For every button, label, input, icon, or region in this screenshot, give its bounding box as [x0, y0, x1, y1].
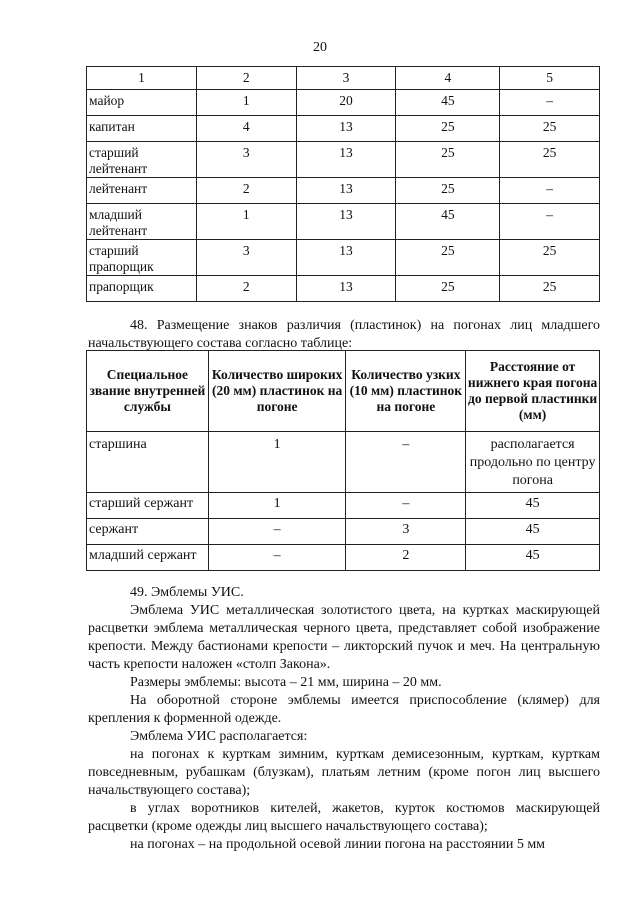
value-cell: 13 — [296, 276, 396, 302]
value-cell: 25 — [396, 276, 500, 302]
rank-cell: старший сержант — [87, 493, 209, 519]
value-cell: 2 — [196, 276, 296, 302]
table-row — [87, 545, 600, 571]
value-cell: 2 — [346, 545, 466, 571]
rank-cell: майор — [87, 90, 197, 116]
value-cell: 1 — [196, 204, 296, 240]
value-cell: – — [208, 519, 346, 545]
value-cell: 3 — [196, 240, 296, 276]
value-cell: 13 — [296, 204, 396, 240]
table-row — [87, 276, 600, 302]
rank-cell: младший сержант — [87, 545, 209, 571]
rank-plates-table — [86, 66, 600, 302]
header-cell: 4 — [396, 67, 500, 90]
rank-cell: старшина — [87, 432, 209, 493]
value-cell: 45 — [396, 90, 500, 116]
table-header-row — [87, 351, 600, 432]
value-cell: 2 — [196, 178, 296, 204]
value-cell: 25 — [396, 240, 500, 276]
rank-cell: старший прапорщик — [87, 240, 197, 276]
rank-cell: прапорщик — [87, 276, 197, 302]
table-row — [87, 90, 600, 116]
table-row — [87, 432, 600, 493]
rank-cell: сержант — [87, 519, 209, 545]
value-cell: 45 — [466, 519, 600, 545]
paragraph: На оборотной стороне эмблемы имеется приспособление (клямер) для крепления к форменной одежде. — [88, 693, 600, 726]
header-cell: 3 — [296, 67, 396, 90]
table-row — [87, 178, 600, 204]
value-cell: 3 — [196, 142, 296, 178]
rank-cell: лейтенант — [87, 178, 197, 204]
value-cell: 25 — [500, 276, 600, 302]
paragraph: Эмблема УИС металлическая золотистого цвета, на куртках маскирующей расцветки эмблема металлическая черного цвета, представляет собой изображение крепости. Между бастионами крепости – ликторский пучок и меч. На центральную часть крепости наложен «столп Закона». — [88, 603, 600, 672]
header-cell: 5 — [500, 67, 600, 90]
value-cell: 13 — [296, 178, 396, 204]
value-cell: 13 — [296, 142, 396, 178]
value-cell: 20 — [296, 90, 396, 116]
header-cell: 2 — [196, 67, 296, 90]
value-cell: 25 — [396, 142, 500, 178]
value-cell: 1 — [208, 432, 346, 493]
value-cell: – — [500, 204, 600, 240]
table-row — [87, 142, 600, 178]
header-cell: 1 — [87, 67, 197, 90]
paragraph: в углах воротников кителей, жакетов, курток костюмов маскирующей расцветки (кроме одежды лиц высшего начальствующего состава); — [88, 801, 600, 834]
table-row — [87, 116, 600, 142]
rank-cell: капитан — [87, 116, 197, 142]
value-cell: 25 — [396, 178, 500, 204]
table-row — [87, 240, 600, 276]
paragraph: Эмблема УИС располагается: — [130, 729, 308, 744]
table-header-row — [87, 67, 600, 90]
value-cell: 45 — [396, 204, 500, 240]
rank-cell: старший лейтенант — [87, 142, 197, 178]
header-cell: Специальное звание внутренней службы — [87, 351, 209, 432]
paragraph: Размеры эмблемы: высота – 21 мм, ширина – 20 мм. — [130, 675, 442, 690]
value-cell: 45 — [466, 545, 600, 571]
section-49 — [88, 584, 600, 854]
table-row — [87, 519, 600, 545]
section-title: 49. Эмблемы УИС. — [130, 585, 244, 600]
page-number: 20 — [313, 40, 327, 55]
value-cell: – — [500, 90, 600, 116]
value-cell: 4 — [196, 116, 296, 142]
value-cell: – — [500, 178, 600, 204]
value-cell: 3 — [346, 519, 466, 545]
paragraph: на погонах – на продольной осевой линии погона на расстоянии 5 мм — [130, 837, 546, 852]
paragraph: на погонах к курткам зимним, курткам демисезонным, курткам, курткам повседневным, рубашкам (блузкам), платьям летним (кроме погон лиц высшего начальствующего состава); — [88, 747, 600, 798]
paragraph-48: 48. Размещение знаков различия (пластинок) на погонах лиц младшего начальствующего состава согласно таблице: — [88, 318, 600, 351]
value-cell: 13 — [296, 116, 396, 142]
value-cell: располагается продольно по центру погона — [466, 432, 600, 493]
value-cell: 25 — [500, 240, 600, 276]
value-cell: – — [346, 432, 466, 493]
value-cell: – — [346, 493, 466, 519]
value-cell: 1 — [208, 493, 346, 519]
junior-staff-plates-table — [86, 350, 600, 571]
rank-cell: младший лейтенант — [87, 204, 197, 240]
header-cell: Количество узких (10 мм) пластинок на погоне — [346, 351, 466, 432]
table-row — [87, 493, 600, 519]
value-cell: 25 — [500, 116, 600, 142]
value-cell: 45 — [466, 493, 600, 519]
value-cell: 13 — [296, 240, 396, 276]
value-cell: – — [208, 545, 346, 571]
table-row — [87, 204, 600, 240]
value-cell: 25 — [396, 116, 500, 142]
value-cell: 25 — [500, 142, 600, 178]
value-cell: 1 — [196, 90, 296, 116]
header-cell: Количество широких (20 мм) пластинок на погоне — [208, 351, 346, 432]
header-cell: Расстояние от нижнего края погона до первой пластинки (мм) — [466, 351, 600, 432]
